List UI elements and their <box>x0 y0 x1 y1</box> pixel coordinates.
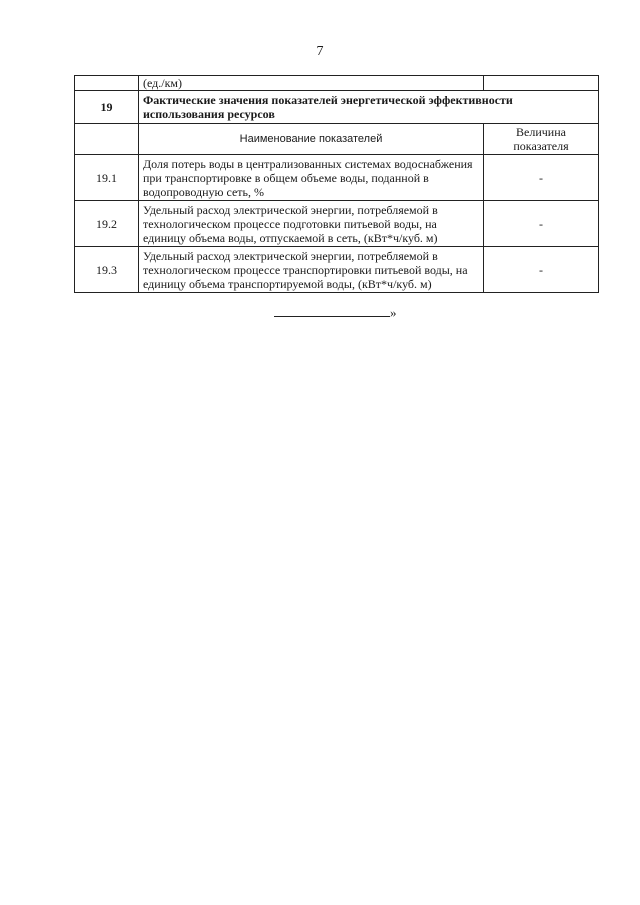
row-name: Удельный расход электрической энергии, потребляемой в технологическом процессе подготовки питьевой воды, на единицу объема воды, отпускаемой в сеть, (кВт*ч/куб. м) <box>139 201 484 247</box>
closing-quote: » <box>390 305 397 320</box>
indicators-table <box>74 75 599 293</box>
table-row <box>75 201 599 247</box>
row-name: Доля потерь воды в централизованных системах водоснабжения при транспортировке в общем объеме воды, поданной в водопроводную сеть, % <box>139 155 484 201</box>
unit-row-name: (ед./км) <box>139 76 484 91</box>
section-number: 19 <box>75 91 139 124</box>
column-header-row <box>75 124 599 155</box>
header-name: Наименование показателей <box>139 124 484 155</box>
row-value: - <box>484 201 599 247</box>
section-row <box>75 91 599 124</box>
row-number: 19.3 <box>75 247 139 293</box>
row-number: 19.2 <box>75 201 139 247</box>
table-row <box>75 247 599 293</box>
closing-line <box>274 305 397 321</box>
row-value: - <box>484 155 599 201</box>
row-name: Удельный расход электрической энергии, потребляемой в технологическом процессе транспортировки питьевой воды, на единицу объема транспортируемой воды, (кВт*ч/куб. м) <box>139 247 484 293</box>
table-row <box>75 155 599 201</box>
section-title: Фактические значения показателей энергетической эффективности использования ресурсов <box>139 91 599 124</box>
row-value: - <box>484 247 599 293</box>
header-value: Величина показателя <box>484 124 599 155</box>
unit-row-number-cell <box>75 76 139 91</box>
header-number-cell <box>75 124 139 155</box>
row-number: 19.1 <box>75 155 139 201</box>
unit-row <box>75 76 599 91</box>
page-number: 7 <box>316 44 324 59</box>
unit-row-value <box>484 76 599 91</box>
closing-underline <box>274 306 390 317</box>
